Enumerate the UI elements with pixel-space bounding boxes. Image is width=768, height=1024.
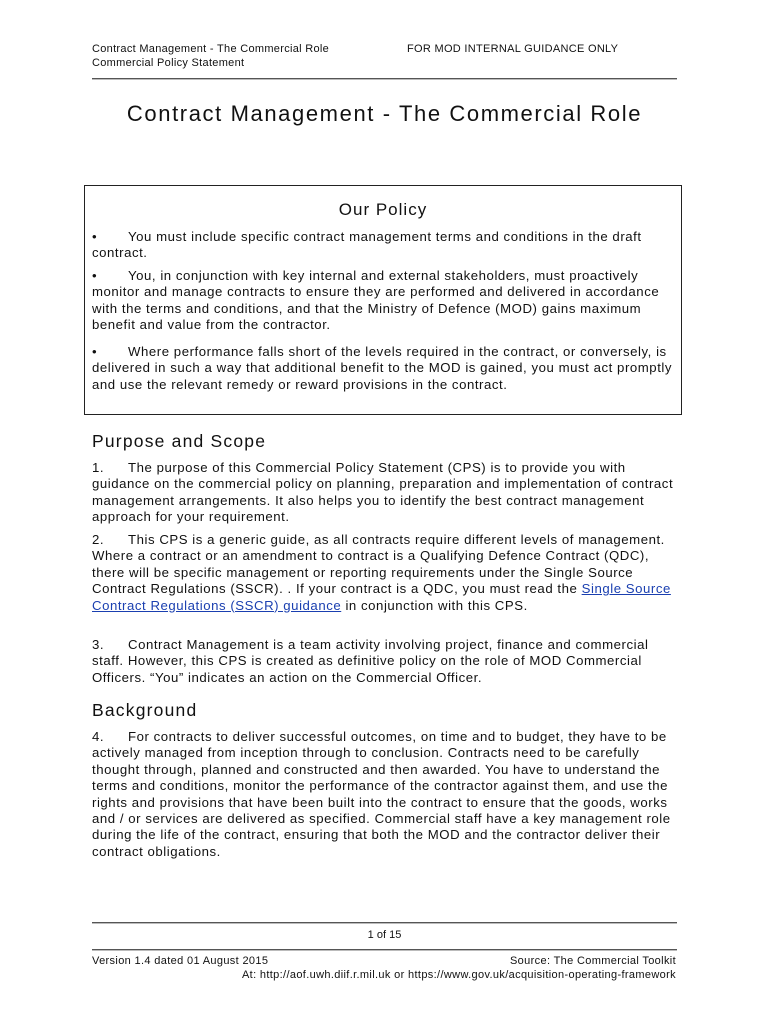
paragraph-4: 4. For contracts to deliver successful outcomes, on time and to budget, they have to be actively managed from inception through to conclusion. Contracts need to be carefully thought through, planned and constructed and then awarded. You have to understand the terms and conditions, monitor the performance of the contractor against them, and use the rights and provisions that have been built into the contract to ensure that the goods, works and / or services are delivered as specified. Commercial staff have a key management role during the life of the contract, ensuring that both the MOD and the contractor deliver their contract obligations.	[92, 729, 671, 859]
header-document-type: Commercial Policy Statement	[92, 57, 245, 69]
footer-version: Version 1.4 dated 01 August 2015	[92, 955, 269, 967]
paragraph-number: 4.	[92, 729, 105, 744]
header-document-title: Contract Management - The Commercial Role	[92, 43, 330, 55]
page-number: 1 of 15	[367, 929, 402, 941]
bullet-icon: •	[92, 344, 98, 359]
policy-heading: Our Policy	[338, 200, 428, 219]
policy-item-1: • You must include specific contract management terms and conditions in the draft contract.	[92, 229, 642, 261]
bullet-icon: •	[92, 229, 98, 244]
policy-item-3: • Where performance falls short of the levels required in the contract, or conversely, is delivered in such a way that additional benefit to the MOD is gained, you must act promptly and use the relevant remedy or reward provisions in the contract.	[92, 344, 673, 392]
policy-item-2: • You, in conjunction with key internal and external stakeholders, must proactively monitor and manage contracts to ensure they are performed and delivered in accordance with the terms and conditions, and that the Ministry of Defence (MOD) gains maximum benefit and value from the contractor.	[92, 268, 660, 333]
header-rule	[92, 78, 677, 79]
bullet-icon: •	[92, 268, 98, 283]
paragraph-3: 3. Contract Management is a team activity involving project, finance and commercial staff. However, this CPS is created as definitive policy on the role of MOD Commercial Officers. “You” indicates an action on the Commercial Officer.	[92, 637, 649, 685]
footer-source: Source: The Commercial Toolkit	[510, 955, 676, 967]
paragraph-number: 3.	[92, 637, 105, 652]
section-heading-background: Background	[92, 700, 198, 720]
paragraph-2: 2. This CPS is a generic guide, as all contracts require different levels of management. Where a contract or an amendment to contract is a Qualifying Defence Contract (QDC), there will be specific management or reporting requirements under the Single Source Contract Regulations (SSCR). . If your contract is a QDC, you must read the Single Source Contract Regulations (SSCR) guidance in conjunction with this CPS.	[92, 532, 671, 613]
header-classification: FOR MOD INTERNAL GUIDANCE ONLY	[407, 43, 619, 55]
footer-urls: At: http://aof.uwh.diif.r.mil.uk or https://www.gov.uk/acquisition-operating-framework	[241, 969, 676, 981]
paragraph-1: 1. The purpose of this Commercial Policy Statement (CPS) is to provide you with guidance on the commercial policy on planning, preparation and implementation of contract management arrangements. It also helps you to identify the best contract management approach for your requirement.	[92, 460, 674, 525]
sscr-guidance-link[interactable]: Single Source Contract Regulations (SSCR) guidance	[92, 581, 671, 613]
section-heading-purpose: Purpose and Scope	[92, 431, 267, 451]
paragraph-number: 1.	[92, 460, 105, 475]
footer-rule-bottom	[92, 949, 677, 950]
footer-rule-top	[92, 922, 677, 923]
page-title: Contract Management - The Commercial Role	[126, 101, 643, 126]
paragraph-number: 2.	[92, 532, 105, 547]
